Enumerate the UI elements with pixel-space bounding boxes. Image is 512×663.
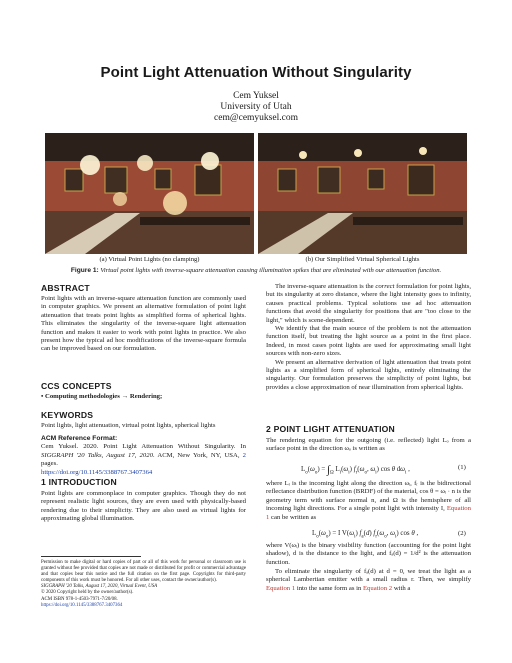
author-email: cem@cemyuksel.com	[214, 113, 298, 123]
copyright-line: © 2020 Copyright held by the owner/author(s).	[41, 590, 134, 596]
right-paragraph-2: We identify that the main source of the problem is not the attenuation function itself, but treating the light source as a point in the first place. Indeed, in most cases point lights are used for approximating small light sources with non-zero sizes.	[266, 325, 471, 358]
section2-para1: The rendering equation for the outgoing (i.e. reflected) light Lₒ from a surface point in the direction ωₒ is written as	[266, 437, 471, 453]
equation-1-number: (1)	[458, 464, 466, 471]
figure-caption-label: Figure 1:	[70, 267, 99, 274]
ccs-text-block	[41, 393, 246, 401]
permission-notice	[41, 560, 246, 609]
reference-format-venue: SIGGRAPH '20 Talks, August 17, 2020	[41, 451, 153, 459]
reference-format-heading: ACM Reference Format:	[41, 435, 118, 442]
doi-link[interactable]: https://doi.org/10.1145/3388767.3407364	[41, 602, 123, 608]
equation-1-reference[interactable]: Equation 1	[266, 505, 471, 521]
paper-title: Point Light Attenuation Without Singularity	[100, 64, 412, 81]
keywords-heading: KEYWORDS	[41, 410, 94, 420]
abstract-heading: ABSTRACT	[41, 283, 90, 293]
right-paragraph-3: We present an alternative derivation of light attenuation that treats point lights as a simplified form of spherical lights, entirely eliminating the singularity. Our formulation preserves the simplicity of point lights, but provides a close approximation of near illumination from spherical lights.	[266, 358, 471, 391]
figure-caption	[41, 267, 471, 274]
isbn-line: ACM ISBN 978-1-4503-7971-7/20/08.	[41, 596, 118, 602]
abstract-paragraph: Point lights with an inverse-square attenuation function are commonly used in computer graphics. We present an alternative formulation of point light attenuation that treats point lights as simplified forms of spherical lights. This eliminates the singularity of the inverse-square light attenuation function and makes it easier to work with point lights in practice. We also present how the typical ad hoc modifications of the inverse-square formula can be improved based on our formulation.	[41, 295, 246, 353]
reference-format-doi-link[interactable]: https://doi.org/10.1145/3388767.3407364	[41, 468, 153, 476]
footnote-divider	[41, 556, 141, 557]
ccs-text: • Computing methodologies → Rendering;	[41, 393, 163, 400]
intro-block	[41, 490, 246, 524]
ccs-heading: CCS CONCEPTS	[41, 381, 112, 391]
author-name: Cem Yuksel	[233, 91, 279, 101]
intro-text: Point lights are commonplace in computer graphics. Though they do not represent realistic light sources, they are even used with physically-based rendering due to their simplicity. They are also used as virtual lights for approximating global illumination.	[41, 490, 246, 523]
author-affiliation: University of Utah	[220, 102, 292, 112]
equation-2-number: (2)	[458, 530, 466, 537]
section2-para4: To eliminate the singularity of fₐ(d) at d = 0, we treat the light as a spherical Lambertian emitter with a small radius r. Then, we simplify Equation 1 into the same form as in Equation 2 with a	[266, 568, 471, 592]
reference-format-publisher: . ACM, New York, NY, USA,	[152, 451, 243, 459]
figure-image-b	[258, 133, 467, 254]
reference-format-text: Cem Yuksel. 2020. Point Light Attenuation Without Singularity. In	[41, 443, 246, 451]
equation-1: $L_o(\omega_o) = \int_\Omega$ $L_i(\omega_i)$ $f_r(\omega_o$, $\omega_i$) cos θ $d\omega_i$ ,	[301, 464, 410, 476]
section2-para2: where Lᵢ is the incoming light along the direction ωᵢ, fᵣ is the bidirectional reflectance distribution function (BRDF) of the material, cos θ = ωᵢ · n is the geometry term with surface normal n, and Ω is the hemisphere of all incoming light directions. For a single point light with intensity I, Equation 1 can be written as	[266, 480, 471, 521]
keywords-text: Point lights, light attenuation, virtual point lights, spherical lights	[41, 422, 216, 429]
reference-format-pages-suffix: pages.	[41, 460, 58, 468]
figure-caption-text: Virtual point lights with inverse-square attenuation causing illumination spikes that are eliminated with our attenuation function.	[100, 267, 442, 274]
subcaption-a: (a) Virtual Point Lights (no clamping)	[99, 256, 200, 263]
reference-format	[41, 435, 246, 477]
reference-format-pages-link[interactable]: 2	[242, 451, 247, 459]
abstract-text	[41, 295, 246, 354]
emphasis-correct: correct	[375, 283, 395, 290]
figure-image-a	[45, 133, 254, 254]
keywords-block	[41, 422, 246, 430]
subcaption-b: (b) Our Simplified Virtual Spherical Lights	[305, 256, 420, 263]
right-intro-block	[266, 283, 471, 392]
intro-heading: 1 INTRODUCTION	[41, 477, 117, 487]
permission-text: Permission to make digital or hard copies of part or all of this work for personal or classroom use is granted without fee provided that copies are not made or distributed for profit or commercial advantage and that copies bear this notice and the full citation on the first page. Copyrights for third-party components of this work must be honored. For all other uses, contact the owner/author(s).	[41, 560, 246, 584]
right-paragraph-1: The inverse-square attenuation is the correct formulation for point lights, but its singularity at zero distance, where the light intensity goes to infinity, causes practical problems. Typical solutions use ad hoc attenuation functions that avoid the singularity for positions that are "too close to the light," which is scene-dependent.	[266, 283, 472, 324]
equation-2-reference[interactable]: Equation 2	[362, 584, 393, 592]
section2-heading: 2 POINT LIGHT ATTENUATION	[266, 424, 395, 434]
conference-line: SIGGRAPH '20 Talks, August 17, 2020, Virtual Event, USA	[41, 584, 158, 590]
equation-2: $L_o(\omega_o) = I$ $V(\omega_i)$ $f_a(d)$ $f_r(\omega_o$, $\omega_i$) cos θ ,	[312, 530, 419, 540]
section2-para3: where V(ωᵢ) is the binary visibility function (accounting for the point light shadow), d is the distance to the light, and fₐ(d) = 1/d² is the attenuation function.	[266, 542, 471, 566]
equation-1-reference-2[interactable]: Equation 1	[266, 584, 296, 592]
